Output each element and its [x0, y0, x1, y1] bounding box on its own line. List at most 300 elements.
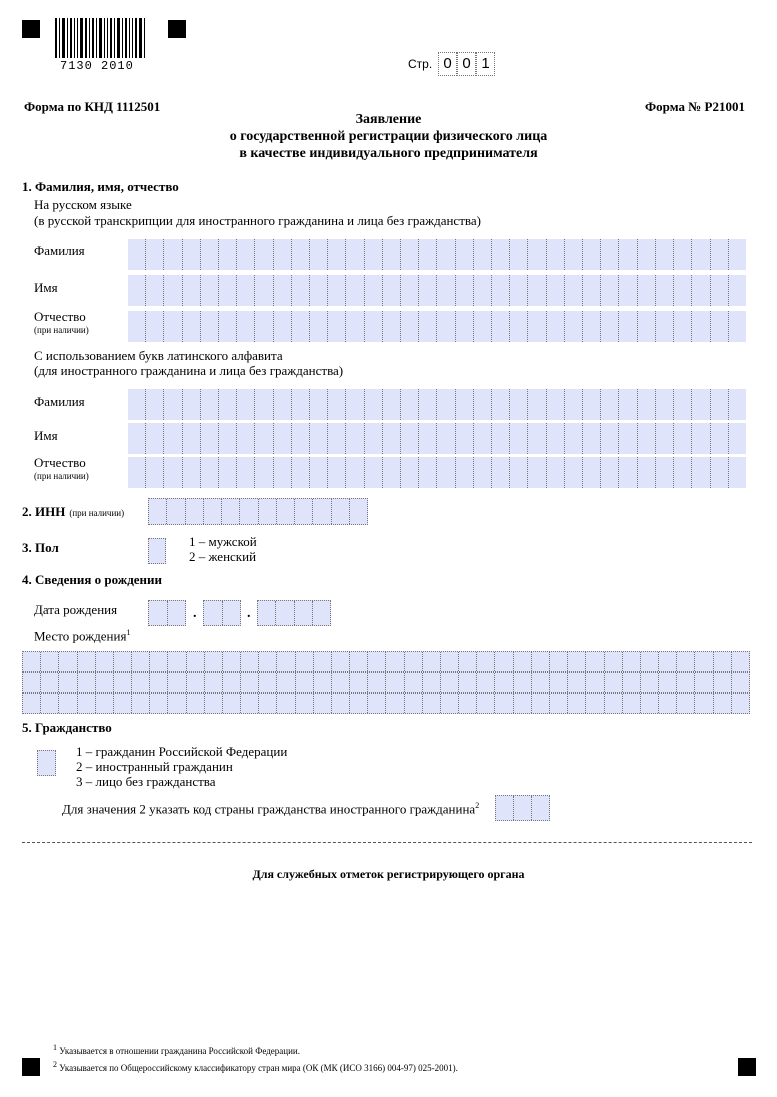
char-cell [132, 652, 150, 671]
char-cell [583, 311, 601, 342]
birth-heading: 4. Сведения о рождении [22, 572, 163, 587]
ru-patronymic-note: (при наличии) [34, 325, 89, 335]
char-cell [204, 601, 223, 625]
char-cell [219, 311, 237, 342]
gender-option-male: 1 – мужской [189, 534, 257, 549]
char-cell [201, 457, 219, 488]
char-cell [401, 311, 419, 342]
char-cell [365, 423, 383, 454]
corner-marker-bottom-left [22, 1058, 40, 1076]
corner-marker-top-right [168, 20, 186, 38]
char-cell [695, 694, 713, 713]
char-cell [495, 652, 513, 671]
char-cell [528, 311, 546, 342]
char-cell [459, 673, 477, 692]
char-cell [168, 673, 186, 692]
char-cell [711, 389, 729, 420]
char-cell [350, 694, 368, 713]
char-cell [277, 652, 295, 671]
char-cell [510, 423, 528, 454]
latin-note-1: С использованием букв латинского алфавита [34, 348, 283, 363]
char-cell [565, 423, 583, 454]
char-cell [492, 311, 510, 342]
char-cell [565, 311, 583, 342]
char-cell [241, 694, 259, 713]
char-cell [277, 694, 295, 713]
char-cell [368, 673, 386, 692]
char-cell [128, 423, 146, 454]
char-cell [405, 694, 423, 713]
char-cell [346, 423, 364, 454]
char-cell [419, 389, 437, 420]
char-cell [383, 423, 401, 454]
char-cell [619, 423, 637, 454]
char-cell [132, 673, 150, 692]
char-cell [456, 275, 474, 306]
char-cell [729, 423, 746, 454]
char-cell [732, 673, 749, 692]
char-cell [528, 275, 546, 306]
lat-patronymic-note: (при наличии) [34, 471, 89, 481]
char-cell [292, 423, 310, 454]
char-cell [638, 457, 656, 488]
char-cell [201, 389, 219, 420]
char-cell [695, 652, 713, 671]
char-cell [274, 311, 292, 342]
char-cell [638, 239, 656, 270]
char-cell [656, 239, 674, 270]
char-cell [677, 673, 695, 692]
lat-surname-label: Фамилия [34, 394, 85, 409]
char-cell [350, 673, 368, 692]
char-cell [583, 423, 601, 454]
char-cell [255, 457, 273, 488]
char-cell [383, 389, 401, 420]
char-cell [332, 499, 350, 524]
char-cell [656, 275, 674, 306]
char-cell [492, 275, 510, 306]
char-cell [59, 694, 77, 713]
char-cell [677, 694, 695, 713]
char-cell [656, 457, 674, 488]
char-cell [547, 239, 565, 270]
country-note: Для значения 2 указать код страны гражданства иностранного гражданина [62, 801, 476, 817]
citizenship-option-3: 3 – лицо без гражданства [76, 774, 216, 789]
char-cell [386, 694, 404, 713]
char-cell [528, 239, 546, 270]
birth-place-label: Место рождения [34, 628, 127, 644]
char-cell [164, 275, 182, 306]
official-marks-heading: Для служебных отметок регистрирующего органа [252, 867, 525, 881]
char-cell [346, 389, 364, 420]
russian-note-2: (в русской транскрипции для иностранного гражданина и лица без гражданства) [34, 213, 481, 228]
char-cell [729, 389, 746, 420]
section1-heading: 1. Фамилия, имя, отчество [22, 179, 179, 194]
char-cell [641, 694, 659, 713]
ru-name-label: Имя [34, 280, 58, 295]
char-cell [456, 457, 474, 488]
char-cell [368, 652, 386, 671]
char-cell [241, 652, 259, 671]
char-cell [295, 499, 313, 524]
char-cell [437, 239, 455, 270]
char-cell [568, 652, 586, 671]
char-cell [346, 239, 364, 270]
char-cell [128, 311, 146, 342]
char-cell [164, 311, 182, 342]
char-cell [205, 673, 223, 692]
char-cell [619, 389, 637, 420]
char-cell [441, 694, 459, 713]
char-cell [274, 275, 292, 306]
char-cell [514, 694, 532, 713]
footnote-2 [53, 1060, 458, 1073]
char-cell [310, 239, 328, 270]
char-cell [114, 673, 132, 692]
char-cell [619, 239, 637, 270]
char-cell [274, 239, 292, 270]
char-cell [565, 275, 583, 306]
char-cell [150, 673, 168, 692]
char-cell [186, 499, 204, 524]
char-cell [437, 457, 455, 488]
inn-field[interactable] [148, 498, 368, 525]
char-cell [255, 389, 273, 420]
birth-place-field-row-1[interactable] [22, 651, 750, 672]
char-cell [423, 694, 441, 713]
char-cell [732, 652, 749, 671]
char-cell [405, 652, 423, 671]
char-cell [205, 652, 223, 671]
char-cell [277, 499, 295, 524]
char-cell [314, 652, 332, 671]
char-cell [164, 239, 182, 270]
char-cell [401, 275, 419, 306]
char-cell [674, 457, 692, 488]
char-cell [729, 311, 746, 342]
char-cell [183, 239, 201, 270]
char-cell [674, 239, 692, 270]
char-cell [656, 389, 674, 420]
char-cell [441, 652, 459, 671]
char-cell [201, 311, 219, 342]
char-cell [292, 389, 310, 420]
char-cell [259, 694, 277, 713]
char-cell [619, 311, 637, 342]
title-line-2: о государственной регистрации физического лица [229, 129, 548, 144]
birth-place-field-row-2[interactable] [22, 672, 750, 693]
char-cell [219, 389, 237, 420]
char-cell [96, 652, 114, 671]
birth-place-field-row-3[interactable] [22, 693, 750, 714]
inn-heading: 2. ИНН [22, 504, 66, 519]
form-code: Форма по КНД 1112501 [24, 99, 161, 114]
char-cell [586, 694, 604, 713]
char-cell [532, 652, 550, 671]
char-cell [656, 311, 674, 342]
char-cell [96, 694, 114, 713]
citizenship-option-2: 2 – иностранный гражданин [76, 759, 233, 774]
char-cell [296, 673, 314, 692]
char-cell [219, 275, 237, 306]
char-cell [205, 694, 223, 713]
char-cell [223, 673, 241, 692]
char-cell [292, 457, 310, 488]
char-cell [674, 423, 692, 454]
char-cell [167, 499, 185, 524]
char-cell [692, 423, 710, 454]
char-cell [711, 423, 729, 454]
char-cell [328, 275, 346, 306]
lat-name-field[interactable] [128, 423, 746, 454]
char-cell [405, 673, 423, 692]
char-cell [259, 673, 277, 692]
char-cell [295, 601, 313, 625]
char-cell [277, 673, 295, 692]
char-cell [547, 389, 565, 420]
char-cell [237, 311, 255, 342]
char-cell [314, 694, 332, 713]
char-cell [586, 652, 604, 671]
birth-year-field[interactable] [257, 600, 331, 626]
char-cell [692, 239, 710, 270]
char-cell [711, 239, 729, 270]
char-cell [547, 457, 565, 488]
char-cell [528, 389, 546, 420]
char-cell [365, 389, 383, 420]
char-cell [601, 239, 619, 270]
lat-name-label: Имя [34, 428, 58, 443]
char-cell [296, 652, 314, 671]
citizenship-field[interactable] [37, 750, 56, 776]
char-cell [638, 389, 656, 420]
char-cell [605, 652, 623, 671]
birth-day-field[interactable] [148, 600, 186, 626]
char-cell [237, 239, 255, 270]
barcode [55, 18, 157, 58]
char-cell [437, 389, 455, 420]
char-cell [274, 389, 292, 420]
char-cell [638, 275, 656, 306]
char-cell [168, 601, 186, 625]
char-cell [419, 275, 437, 306]
page-digit-2: 0 [457, 52, 476, 76]
char-cell [565, 457, 583, 488]
char-cell [437, 311, 455, 342]
birth-place-footnote-ref: 1 [126, 628, 131, 637]
char-cell [729, 457, 746, 488]
char-cell [96, 673, 114, 692]
char-cell [401, 239, 419, 270]
country-footnote-ref: 2 [475, 801, 480, 810]
char-cell [41, 673, 59, 692]
ru-surname-field[interactable] [128, 239, 746, 270]
lat-patronymic-label: Отчество [34, 455, 86, 470]
char-cell [386, 652, 404, 671]
char-cell [492, 423, 510, 454]
country-code-field[interactable] [495, 795, 550, 821]
country-note-wrap [62, 801, 479, 817]
char-cell [474, 239, 492, 270]
char-cell [605, 694, 623, 713]
char-cell [477, 673, 495, 692]
char-cell [477, 652, 495, 671]
char-cell [310, 423, 328, 454]
char-cell [223, 652, 241, 671]
char-cell [187, 673, 205, 692]
char-cell [350, 652, 368, 671]
birth-date-label: Дата рождения [34, 602, 118, 617]
char-cell [276, 601, 294, 625]
char-cell [492, 457, 510, 488]
birth-place-label-wrap [34, 628, 130, 644]
corner-marker-top-left [22, 20, 40, 38]
char-cell [711, 457, 729, 488]
char-cell [164, 389, 182, 420]
char-cell [274, 423, 292, 454]
form-number: Форма № Р21001 [645, 99, 745, 114]
char-cell [201, 275, 219, 306]
char-cell [204, 499, 222, 524]
char-cell [474, 275, 492, 306]
char-cell [146, 239, 164, 270]
char-cell [59, 652, 77, 671]
char-cell [492, 239, 510, 270]
char-cell [583, 275, 601, 306]
char-cell [114, 694, 132, 713]
char-cell [656, 423, 674, 454]
char-cell [496, 796, 514, 820]
lat-patronymic-field[interactable] [128, 457, 746, 488]
char-cell [310, 311, 328, 342]
char-cell [514, 673, 532, 692]
char-cell [568, 694, 586, 713]
char-cell [692, 275, 710, 306]
ru-surname-label: Фамилия [34, 243, 85, 258]
char-cell [328, 389, 346, 420]
char-cell [149, 601, 168, 625]
char-cell [164, 423, 182, 454]
char-cell [23, 694, 41, 713]
footnote-1 [53, 1043, 300, 1056]
char-cell [623, 652, 641, 671]
birth-month-field[interactable] [203, 600, 241, 626]
gender-option-female: 2 – женский [189, 549, 257, 564]
char-cell [168, 652, 186, 671]
char-cell [601, 311, 619, 342]
inn-heading-wrap [22, 503, 124, 521]
char-cell [314, 673, 332, 692]
char-cell [601, 389, 619, 420]
char-cell [601, 457, 619, 488]
char-cell [114, 652, 132, 671]
footnote-1-num: 1 [53, 1043, 57, 1052]
char-cell [677, 652, 695, 671]
char-cell [456, 389, 474, 420]
char-cell [510, 457, 528, 488]
char-cell [474, 311, 492, 342]
char-cell [459, 652, 477, 671]
char-cell [150, 652, 168, 671]
char-cell [565, 239, 583, 270]
char-cell [547, 423, 565, 454]
lat-surname-field[interactable] [128, 389, 746, 420]
char-cell [514, 796, 532, 820]
char-cell [583, 389, 601, 420]
char-cell [259, 652, 277, 671]
char-cell [419, 457, 437, 488]
char-cell [586, 673, 604, 692]
char-cell [332, 673, 350, 692]
char-cell [187, 652, 205, 671]
char-cell [456, 239, 474, 270]
char-cell [714, 694, 732, 713]
char-cell [237, 423, 255, 454]
char-cell [729, 275, 746, 306]
char-cell [237, 275, 255, 306]
char-cell [292, 275, 310, 306]
char-cell [310, 275, 328, 306]
page-digit-3: 1 [476, 52, 495, 76]
char-cell [692, 311, 710, 342]
char-cell [201, 239, 219, 270]
char-cell [383, 311, 401, 342]
char-cell [547, 311, 565, 342]
date-separator-2: . [247, 606, 251, 621]
char-cell [456, 423, 474, 454]
char-cell [732, 694, 749, 713]
char-cell [255, 423, 273, 454]
char-cell [183, 457, 201, 488]
char-cell [495, 673, 513, 692]
char-cell [149, 499, 167, 524]
char-cell [383, 239, 401, 270]
footnote-2-text: Указывается по Общероссийскому классификатору стран мира (ОК (МК (ИСО 3166) 004-97) 025-2001). [59, 1063, 458, 1073]
char-cell [164, 457, 182, 488]
char-cell [623, 694, 641, 713]
char-cell [128, 389, 146, 420]
char-cell [623, 673, 641, 692]
char-cell [532, 796, 549, 820]
char-cell [310, 389, 328, 420]
char-cell [641, 652, 659, 671]
char-cell [346, 311, 364, 342]
char-cell [601, 423, 619, 454]
char-cell [132, 694, 150, 713]
char-cell [258, 601, 276, 625]
char-cell [674, 275, 692, 306]
char-cell [310, 457, 328, 488]
char-cell [692, 457, 710, 488]
char-cell [638, 423, 656, 454]
gender-field[interactable] [148, 538, 166, 564]
ru-name-field[interactable] [128, 275, 746, 306]
char-cell [365, 239, 383, 270]
char-cell [313, 499, 331, 524]
char-cell [183, 389, 201, 420]
char-cell [237, 457, 255, 488]
char-cell [23, 673, 41, 692]
page-digit-1: 0 [438, 52, 457, 76]
char-cell [78, 673, 96, 692]
ru-patronymic-field[interactable] [128, 311, 746, 342]
char-cell [128, 275, 146, 306]
char-cell [187, 694, 205, 713]
citizenship-heading: 5. Гражданство [22, 720, 112, 735]
citizenship-option-1: 1 – гражданин Российской Федерации [76, 744, 288, 759]
char-cell [401, 389, 419, 420]
char-cell [659, 652, 677, 671]
